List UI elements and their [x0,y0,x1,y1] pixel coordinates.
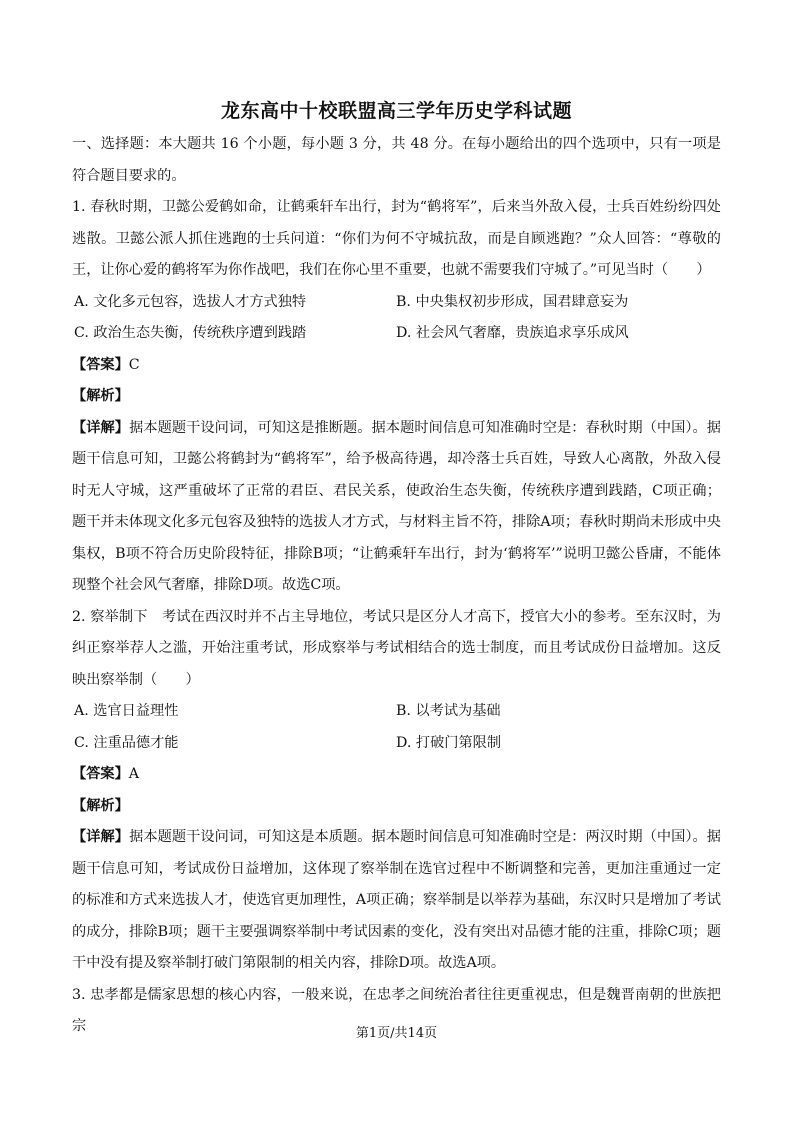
options-grid [72,696,721,759]
detail-paragraph [72,822,721,980]
answer-label: 【答案】 [72,356,129,373]
question-stem: 3. 忠孝都是儒家思想的核心内容，一般来说，在忠孝之间统治者往往更重视忠，但是魏晋南朝的世族把宗 [72,986,721,1034]
question-1 [72,192,721,602]
answer-label: 【答案】 [72,766,129,782]
options-grid [72,287,721,350]
option-b: B. 以考试为基础 [396,703,501,719]
option-c: C. 注重品德才能 [74,734,179,751]
question-stem: 1. 春秋时期，卫懿公爱鹤如命，让鹤乘轩车出行，封为“鹤将军”，后来当外敌入侵，士兵百姓纷纷四处逃散。卫懿公派人抓住逃跑的士兵问道：“你们为何不守城抗敌，而是自顾逃跑？”众人回答：“尊敬的王，让你心爱的鹤将军为你作战吧，我们在你心里不重要，也就不需要我们守城了。”可见当时（ ） [72,199,721,278]
page-title: 龙东高中十校联盟高三学年历史学科试题 [220,100,572,122]
detail-label: 【详解】 [72,419,130,436]
option-d: D. 打破门第限制 [396,734,502,751]
detail-label: 【详解】 [72,829,130,845]
detail-text: 据本题题干设问词，可知这是本质题。据本题时间信息可知准确时空是：两汉时期（中国）。据题干信息可知，考试成份日益增加，这体现了察举制在选官过程中不断调整和完善，更加注重通过一定的标准和方式来选拔人才，使选官更加理性，A项正确；察举制是以举荐为基础，东汉时只是增加了考试的成分，排除B项；题干主要强调察举制中考试因素的变化，没有突出对品德才能的注重，排除C项；题干中没有提及察举制打破门第限制的相关内容，排除D项。故选A项。 [72,829,721,971]
analysis-label: 【解析】 [72,797,129,814]
analysis-label: 【解析】 [72,388,129,404]
section-intro: 一、选择题：本大题共 16 个小题，每小题 3 分，共 48 分。在每小题给出的四个选项中，只有一项是符合题目要求的。 [72,136,721,184]
option-b: B. 中央集权初步形成，国君肆意妄为 [396,293,629,310]
page-footer: 第1页/共14页 [355,1026,438,1041]
option-c: C. 政治生态失衡，传统秩序遭到践踏 [74,325,307,341]
answer-value: A [128,766,140,782]
answer-line [72,759,721,791]
question-stem: 2. 察举制下 考试在西汉时并不占主导地位，考试只是区分人才高下，授官大小的参考。至东汉时，为纠正察举荐人之滥，开始注重考试，形成察举与考试相结合的选士制度，而且考试成份日益增加。这反映出察举制（ ） [72,608,721,688]
analysis-line [72,381,721,413]
detail-text: 据本题题干设问词，可知这是推断题。据本题时间信息可知准确时空是：春秋时期（中国）。据题干信息可知，卫懿公将鹤封为“鹤将军”，给予极高待遇，却冷落士兵百姓，导致人心离散，外敌入侵时无人守城，这严重破坏了正常的君臣、君民关系，使政治生态失衡，传统秩序遭到践踏，C项正确；题干并未体现文化多元包容及独特的选拔人才方式，与材料主旨不符，排除A项；春秋时期尚未形成中央集权，B项不符合历史阶段特征，排除B项；“让鹤乘轩车出行，封为‘鹤将军’”说明卫懿公昏庸，不能体现整个社会风气奢靡，排除D项。故选C项。 [72,419,721,593]
detail-paragraph [72,413,721,602]
option-a: A. 选官日益理性 [74,703,179,719]
answer-value: C [128,356,140,373]
question-2 [72,602,721,980]
option-d: D. 社会风气奢靡，贵族追求享乐成风 [396,325,629,341]
answer-line [72,350,721,382]
option-a: A. 文化多元包容，选拔人才方式独特 [74,293,307,310]
analysis-line [72,791,721,823]
